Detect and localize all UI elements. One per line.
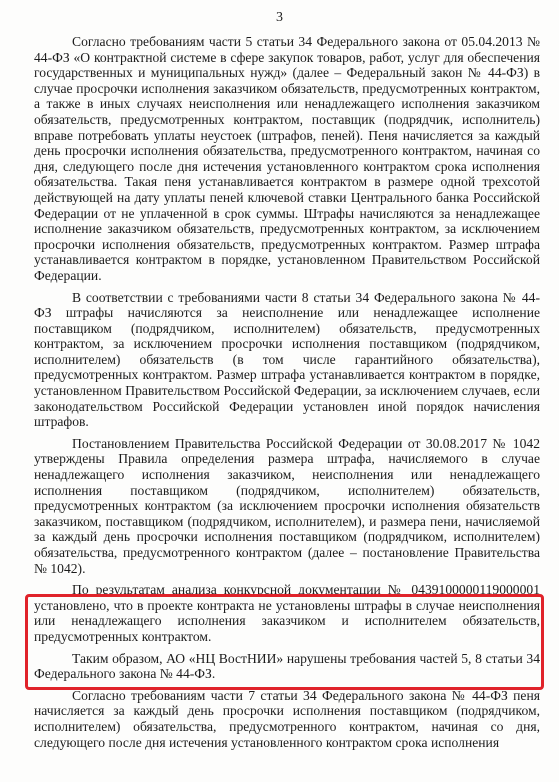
paragraph-government-resolution-1042: Постановлением Правительства Российской Федерации от 30.08.2017 № 1042 утверждены Правила определения размера штрафа, начисляемого в случае ненадлежащего исполнения заказчиком, неисполнения или ненадлежащего исполнения поставщиком (подрядчиком, исполнителем) обязательств, предусмотренных контрактом (за исключением просрочки исполнения обязательств заказчиком, поставщиком (подрядчиком, исполнителем), и размера пени, начисляемой за каждый день просрочки исполнения поставщиком (подрядчиком, исполнителем) обязательства, предусмотренного контрактом (далее – постановление Правительства № 1042).: [34, 435, 540, 576]
paragraph-part-8-article-34: В соответствии с требованиями части 8 статьи 34 Федерального закона № 44-ФЗ штрафы начисляются за неисполнение или ненадлежащее исполнение поставщиком (подрядчиком, исполнителем) обязательств, предусмотренных контрактом, за исключением просрочки исполнения поставщиком (подрядчиком, исполнителем) обязательств (в том числе гарантийного обязательства), предусмотренных контрактом. Размер штрафа устанавливается контрактом в порядке, установленном Правительством Российской Федерации, за исключением случаев, если законодательством Российской Федерации установлен иной порядок начисления штрафов.: [34, 289, 540, 430]
page-number: 3: [276, 10, 283, 25]
paragraph-part-5-article-34: Согласно требованиям части 5 статьи 34 Федерального закона от 05.04.2013 № 44-ФЗ «О контрактной системе в сфере закупок товаров, работ, услуг для обеспечения государственных и муниципальных нужд» (далее – Федеральный закон № 44-ФЗ) в случае просрочки исполнения заказчиком обязательств, предусмотренных контрактом, а также в иных случаях неисполнения или ненадлежащего исполнения заказчиком обязательств, предусмотренных контрактом, поставщик (подрядчик, исполнитель) вправе потребовать уплаты неустоек (штрафов, пеней). Пеня начисляется за каждый день просрочки исполнения обязательства, предусмотренного контрактом, начиная со дня, следующего после дня истечения установленного контрактом срока исполнения обязательства. Такая пеня устанавливается контрактом в размере одной трехсотой действующей на дату уплаты пеней ключевой ставки Центрального банка Российской Федерации от не уплаченной в срок суммы. Штрафы начисляются за ненадлежащее исполнение заказчиком обязательств, предусмотренных контрактом, за исключением просрочки исполнения обязательств, предусмотренных контрактом. Размер штрафа устанавливается контрактом в порядке, установленном Правительством Российской Федерации.: [34, 34, 540, 283]
paragraph-part-7-article-34: Согласно требованиям части 7 статьи 34 Федерального закона № 44-ФЗ пеня начисляется за каждый день просрочки исполнения поставщиком (подрядчиком, исполнителем) обязательства, предусмотренного контрактом, начиная со дня, следующего после дня истечения установленного контрактом срока исполнения: [34, 687, 540, 750]
page-bottom-edge: [0, 773, 559, 782]
paragraph-analysis-result: По результатам анализа конкурсной документации № 0439100000119000001 установлено, что в проекте контракта не установлены штрафы в случае неисполнения или ненадлежащего исполнения заказчиком и исполнителем обязательств, предусмотренных контрактом.: [34, 582, 540, 644]
highlight-box: [25, 594, 544, 690]
paragraph-violation-conclusion: Таким образом, АО «НЦ ВостНИИ» нарушены требования частей 5, 8 статьи 34 Федерального закона № 44-ФЗ.: [34, 650, 540, 682]
